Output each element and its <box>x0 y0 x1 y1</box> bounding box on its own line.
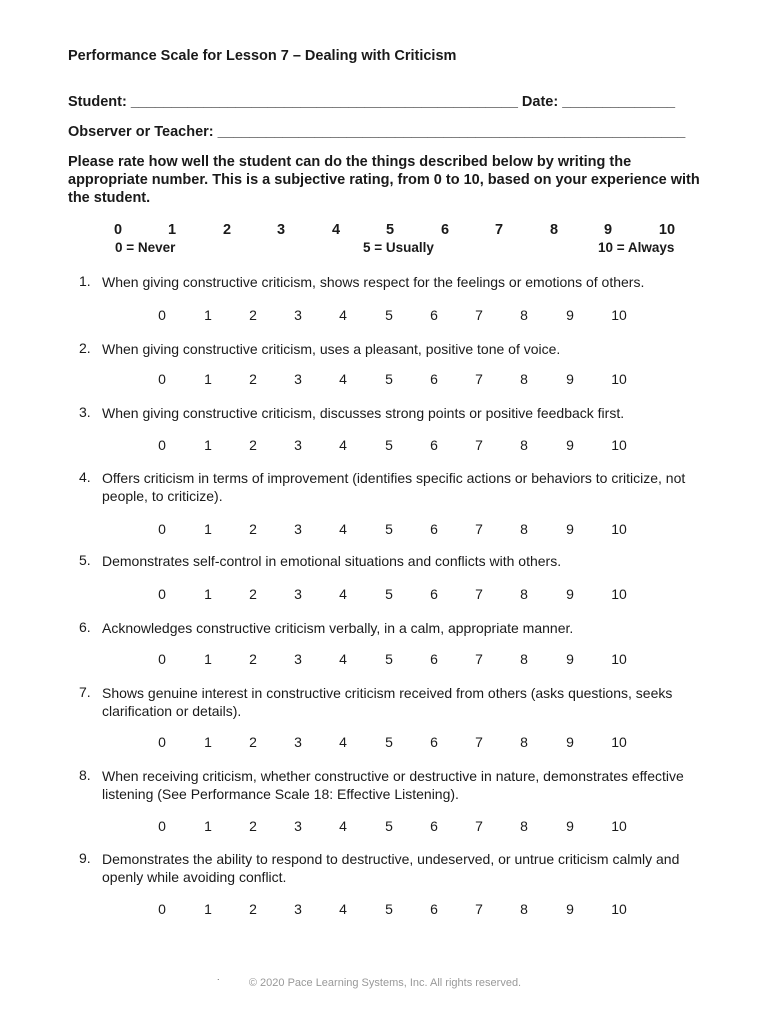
item-number: 5. <box>79 552 91 568</box>
rating-option[interactable]: 7 <box>475 818 483 834</box>
rating-option[interactable]: 0 <box>158 818 166 834</box>
rating-option[interactable]: 2 <box>249 651 257 667</box>
rating-option[interactable]: 7 <box>475 307 483 323</box>
rating-option[interactable]: 8 <box>520 521 528 537</box>
item-text: Demonstrates the ability to respond to destructive, undeserved, or untrue criticism calmly and openly while avoiding conflict. <box>102 851 680 885</box>
item-text: Demonstrates self-control in emotional situations and conflicts with others. <box>102 553 562 569</box>
rating-option[interactable]: 7 <box>475 901 483 917</box>
rating-options <box>0 651 770 669</box>
legend-never: 0 = Never <box>115 240 176 255</box>
rating-option[interactable]: 9 <box>566 437 574 453</box>
rating-option[interactable]: 6 <box>430 901 438 917</box>
item-text: When receiving criticism, whether constructive or destructive in nature, demonstrates effective listening (See Performance Scale 18: Effective Listening). <box>102 768 684 802</box>
rating-option[interactable]: 10 <box>611 586 627 602</box>
rating-option[interactable]: 7 <box>475 586 483 602</box>
rating-options <box>0 521 770 539</box>
rating-option[interactable]: 2 <box>249 818 257 834</box>
rating-option[interactable]: 2 <box>249 734 257 750</box>
rating-option[interactable]: 5 <box>385 818 393 834</box>
rating-options <box>0 371 770 389</box>
rating-option[interactable]: 4 <box>339 586 347 602</box>
copyright-footer: © 2020 Pace Learning Systems, Inc. All rights reserved. <box>248 977 522 989</box>
rating-option[interactable]: 6 <box>430 371 438 387</box>
rating-option[interactable]: 4 <box>339 818 347 834</box>
rating-option[interactable]: 10 <box>611 901 627 917</box>
rating-option[interactable]: 2 <box>249 901 257 917</box>
scale-number: 0 <box>113 222 123 238</box>
rating-option[interactable]: 2 <box>249 586 257 602</box>
item-text: Shows genuine interest in constructive criticism received from others (asks questions, seeks clarification or details). <box>102 685 673 719</box>
rating-option[interactable]: 2 <box>249 521 257 537</box>
rating-option[interactable]: 6 <box>430 521 438 537</box>
rating-option[interactable]: 3 <box>294 818 302 834</box>
rating-option[interactable]: 5 <box>385 307 393 323</box>
item-number: 1. <box>79 273 91 289</box>
rating-option[interactable]: 5 <box>385 901 393 917</box>
item-number: 9. <box>79 850 91 866</box>
rating-option[interactable]: 0 <box>158 307 166 323</box>
rating-option[interactable]: 4 <box>339 734 347 750</box>
scale-number: 10 <box>658 222 676 238</box>
scale-number: 6 <box>440 222 450 238</box>
rating-option[interactable]: 0 <box>158 437 166 453</box>
rating-option[interactable]: 3 <box>294 437 302 453</box>
rating-option[interactable]: 5 <box>385 651 393 667</box>
rating-option[interactable]: 4 <box>339 437 347 453</box>
rating-option[interactable]: 6 <box>430 818 438 834</box>
scale-number: 4 <box>331 222 341 238</box>
rating-option[interactable]: 6 <box>430 586 438 602</box>
observer-line: Observer or Teacher: __________________________________________________________ <box>68 124 686 140</box>
rating-option[interactable]: 3 <box>294 371 302 387</box>
rating-option[interactable]: 2 <box>249 437 257 453</box>
scale-number: 2 <box>222 222 232 238</box>
rating-option[interactable]: 4 <box>339 901 347 917</box>
scale-number: 7 <box>494 222 504 238</box>
rating-option[interactable]: 3 <box>294 586 302 602</box>
rating-option[interactable]: 9 <box>566 818 574 834</box>
footer-dot: . <box>217 972 220 982</box>
rating-option[interactable]: 7 <box>475 651 483 667</box>
rating-option[interactable]: 0 <box>158 651 166 667</box>
rating-option[interactable]: 9 <box>566 734 574 750</box>
rating-option[interactable]: 0 <box>158 521 166 537</box>
rating-option[interactable]: 5 <box>385 734 393 750</box>
rating-option[interactable]: 8 <box>520 307 528 323</box>
rating-options <box>0 586 770 604</box>
rating-option[interactable]: 3 <box>294 651 302 667</box>
rating-option[interactable]: 6 <box>430 437 438 453</box>
legend-always: 10 = Always <box>598 240 675 255</box>
rating-option[interactable]: 1 <box>204 734 212 750</box>
rating-option[interactable]: 3 <box>294 734 302 750</box>
item-text: When giving constructive criticism, uses a pleasant, positive tone of voice. <box>102 341 561 357</box>
item-text: Acknowledges constructive criticism verbally, in a calm, appropriate manner. <box>102 620 574 636</box>
rating-option[interactable]: 9 <box>566 307 574 323</box>
rating-option[interactable]: 4 <box>339 521 347 537</box>
legend-usually: 5 = Usually <box>363 240 434 255</box>
rating-option[interactable]: 5 <box>385 437 393 453</box>
rating-option[interactable]: 9 <box>566 521 574 537</box>
rating-option[interactable]: 3 <box>294 521 302 537</box>
rating-option[interactable]: 0 <box>158 586 166 602</box>
rating-option[interactable]: 10 <box>611 437 627 453</box>
rating-option[interactable]: 5 <box>385 521 393 537</box>
rating-option[interactable]: 10 <box>611 818 627 834</box>
rating-option[interactable]: 1 <box>204 586 212 602</box>
instructions: Please rate how well the student can do the things described below by writing the appropriate number. This is a subjective rating, from 0 to 10, based on your experience with the student. <box>68 154 700 206</box>
scale-numbers <box>0 222 770 240</box>
rating-options <box>0 307 770 325</box>
rating-option[interactable]: 1 <box>204 521 212 537</box>
rating-option[interactable]: 6 <box>430 651 438 667</box>
rating-option[interactable]: 0 <box>158 901 166 917</box>
item-number: 2. <box>79 340 91 356</box>
rating-option[interactable]: 10 <box>611 734 627 750</box>
rating-option[interactable]: 5 <box>385 586 393 602</box>
rating-option[interactable]: 10 <box>611 651 627 667</box>
item-number: 6. <box>79 619 91 635</box>
rating-option[interactable]: 7 <box>475 521 483 537</box>
scale-number: 1 <box>167 222 177 238</box>
rating-option[interactable]: 5 <box>385 371 393 387</box>
item-number: 4. <box>79 469 91 485</box>
item-text: Offers criticism in terms of improvement (identifies specific actions or behaviors to criticize, not people, to criticize). <box>102 470 686 504</box>
rating-option[interactable]: 9 <box>566 586 574 602</box>
rating-option[interactable]: 9 <box>566 651 574 667</box>
rating-option[interactable]: 8 <box>520 586 528 602</box>
rating-option[interactable]: 8 <box>520 437 528 453</box>
rating-option[interactable]: 3 <box>294 901 302 917</box>
scale-number: 8 <box>549 222 559 238</box>
rating-option[interactable]: 1 <box>204 371 212 387</box>
rating-option[interactable]: 3 <box>294 307 302 323</box>
rating-option[interactable]: 2 <box>249 307 257 323</box>
rating-option[interactable]: 0 <box>158 371 166 387</box>
rating-option[interactable]: 2 <box>249 371 257 387</box>
rating-options <box>0 734 770 752</box>
rating-option[interactable]: 1 <box>204 651 212 667</box>
rating-option[interactable]: 9 <box>566 371 574 387</box>
scale-number: 9 <box>603 222 613 238</box>
rating-option[interactable]: 8 <box>520 734 528 750</box>
rating-options <box>0 901 770 919</box>
item-number: 7. <box>79 684 91 700</box>
rating-option[interactable]: 7 <box>475 437 483 453</box>
rating-option[interactable]: 4 <box>339 307 347 323</box>
rating-options <box>0 437 770 455</box>
item-text: When giving constructive criticism, shows respect for the feelings or emotions of others. <box>102 274 645 290</box>
item-number: 8. <box>79 767 91 783</box>
rating-option[interactable]: 9 <box>566 901 574 917</box>
rating-option[interactable]: 1 <box>204 307 212 323</box>
rating-option[interactable]: 1 <box>204 901 212 917</box>
rating-option[interactable]: 0 <box>158 734 166 750</box>
rating-option[interactable]: 10 <box>611 521 627 537</box>
rating-option[interactable]: 10 <box>611 307 627 323</box>
item-text: When giving constructive criticism, discusses strong points or positive feedback first. <box>102 405 625 421</box>
scale-number: 5 <box>385 222 395 238</box>
rating-option[interactable]: 1 <box>204 818 212 834</box>
rating-option[interactable]: 10 <box>611 371 627 387</box>
student-date-line: Student: ________________________________________________ Date: ______________ <box>68 94 676 110</box>
rating-option[interactable]: 1 <box>204 437 212 453</box>
rating-option[interactable]: 8 <box>520 371 528 387</box>
rating-option[interactable]: 7 <box>475 734 483 750</box>
rating-option[interactable]: 8 <box>520 901 528 917</box>
rating-option[interactable]: 4 <box>339 371 347 387</box>
item-number: 3. <box>79 404 91 420</box>
page-title: Performance Scale for Lesson 7 – Dealing with Criticism <box>68 48 457 64</box>
rating-option[interactable]: 4 <box>339 651 347 667</box>
rating-option[interactable]: 7 <box>475 371 483 387</box>
rating-option[interactable]: 6 <box>430 307 438 323</box>
scale-number: 3 <box>276 222 286 238</box>
rating-option[interactable]: 8 <box>520 651 528 667</box>
rating-option[interactable]: 8 <box>520 818 528 834</box>
rating-options <box>0 818 770 836</box>
rating-option[interactable]: 6 <box>430 734 438 750</box>
